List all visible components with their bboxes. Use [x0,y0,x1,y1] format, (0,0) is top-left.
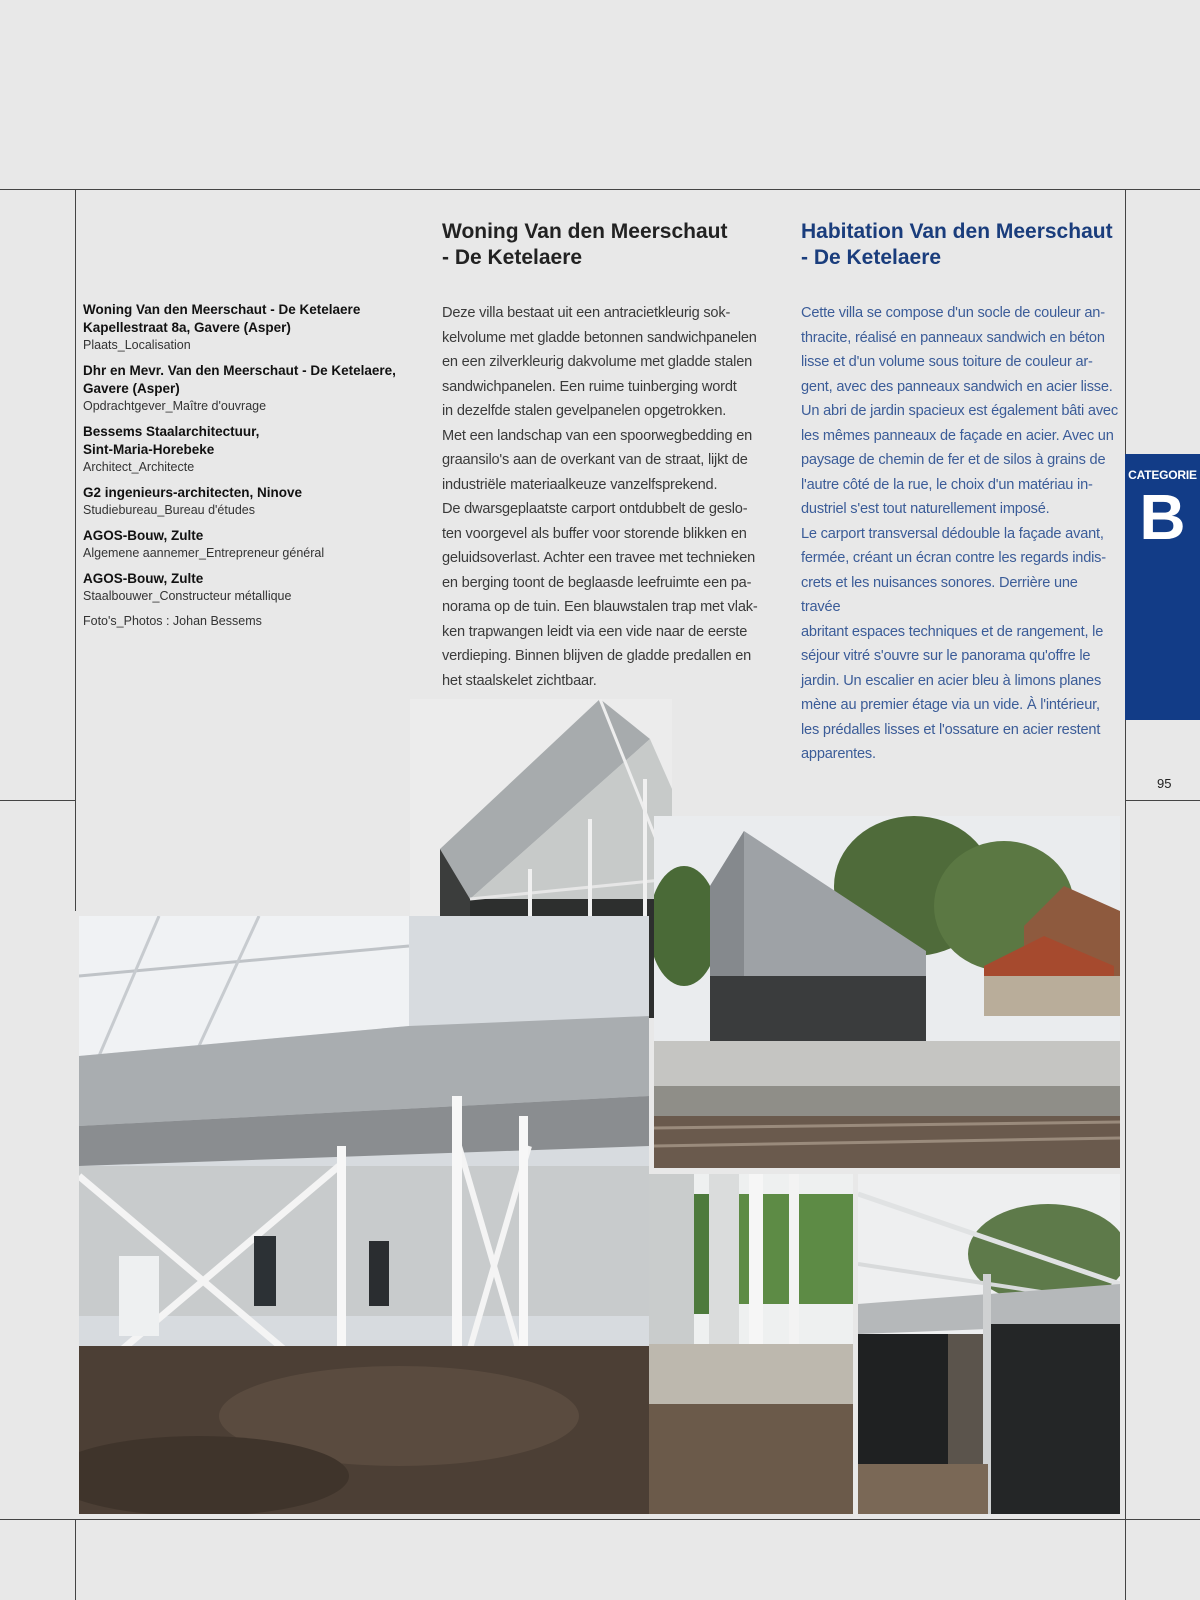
credit-steel-builder-role: Staalbouwer_Constructeur métallique [83,589,292,603]
photo-interior-construction [79,916,649,1514]
left-mid-rule [0,800,75,801]
french-column [801,219,1119,767]
credit-engineer [83,484,413,519]
credit-architect [83,423,413,476]
left-vertical-rule-upper [75,189,76,911]
credit-contractor [83,527,413,562]
credit-steel-builder [83,570,413,605]
credit-architect-role: Architect_Architecte [83,460,195,474]
credit-client [83,362,413,415]
photo-house-exterior [654,816,1120,1168]
credit-client-main: Dhr en Mevr. Van den Meerschaut - De Ketelaere, Gavere (Asper) [83,363,396,396]
page-number: 95 [1157,776,1172,791]
category-letter: B [1139,481,1186,553]
credit-location-role: Plaats_Localisation [83,338,191,352]
top-rule [0,189,1200,190]
dutch-body: Deze villa bestaat uit een antracietkleurig sok- kelvolume met gladde betonnen sandwichpanelen en een zilverkleurig dakvolume met gladde stalen sandwichpanelen. Een ruime tuinberging wordt in dezelfde stalen gevelpanelen opgetrokken. Met een landschap van een spoorwegbedding en graansilo's aan de overkant van de straat, lijkt de industriële materiaalkeuze vanzelfsprekend. De dwarsgeplaatste carport ontdubbelt de geslo- ten voorgevel als buffer voor storende blikken en geluidsoverlast. Achter een travee met technieken en berging toont de beglaasde leefruimte een pa- norama op de tuin. Een blauwstalen trap met vlak- ken trapwangen leidt via een vide naar de eerste verdieping. Binnen blijven de gladde predallen en het staalskelet zichtbaar. [442,305,758,689]
credit-location [83,301,413,354]
credit-client-role: Opdrachtgever_Maître d'ouvrage [83,399,267,413]
credit-steel-builder-main: AGOS-Bouw, Zulte [83,571,204,586]
dutch-title: Woning Van den Meerschaut - De Ketelaere [442,220,728,269]
credit-engineer-main: G2 ingenieurs-architecten, Ninove [83,485,303,500]
credits-block [83,301,413,630]
right-mid-rule [1125,800,1200,801]
french-body: Cette villa se compose d'un socle de couleur an- thracite, réalisé en panneaux sandwich en béton lisse et d'un volume sous toiture de couleur ar- gent, avec des panneaux sandwich en acier lisse. Un abri de jardin spacieux est également bâti avec les mêmes panneaux de façade en acier. Avec un paysage de chemin de fer et de silos à grains de l'autre côté de la rue, le choix d'un matériau in- dustriel s'est tout naturellement imposé. Le carport transversal dédouble la façade avant, fermée, créant un écran contre les regards indis- crets et les nuisances sonores. Derrière une travée abritant espaces techniques et de rangement, le séjour vitré s'ouvre sur le panorama qu'offre le jardin. Un escalier en acier bleu à limons planes mène au premier étage via un vide. À l'intérieur, les prédalles lisses et l'ossature en acier restent apparentes. [801,305,1118,762]
dutch-column [442,219,760,693]
photo-carport-columns [649,1174,853,1514]
photo-black-facade [858,1174,1120,1514]
credit-engineer-role: Studiebureau_Bureau d'études [83,503,255,517]
credit-location-main: Woning Van den Meerschaut - De Ketelaere Kapellestraat 8a, Gavere (Asper) [83,302,361,335]
french-title: Habitation Van den Meerschaut - De Ketelaere [801,220,1113,269]
photo-credit: Foto's_Photos : Johan Bessems [83,614,262,628]
right-vertical-rule [1125,189,1126,1600]
credit-contractor-main: AGOS-Bouw, Zulte [83,528,204,543]
left-vertical-rule-lower [75,1519,76,1600]
credit-contractor-role: Algemene aannemer_Entrepreneur général [83,546,325,560]
category-tab [1125,454,1200,720]
category-label: CATEGORIE [1128,468,1197,482]
credit-architect-main: Bessems Staalarchitectuur, Sint-Maria-Horebeke [83,424,260,457]
bottom-rule [0,1519,1200,1520]
